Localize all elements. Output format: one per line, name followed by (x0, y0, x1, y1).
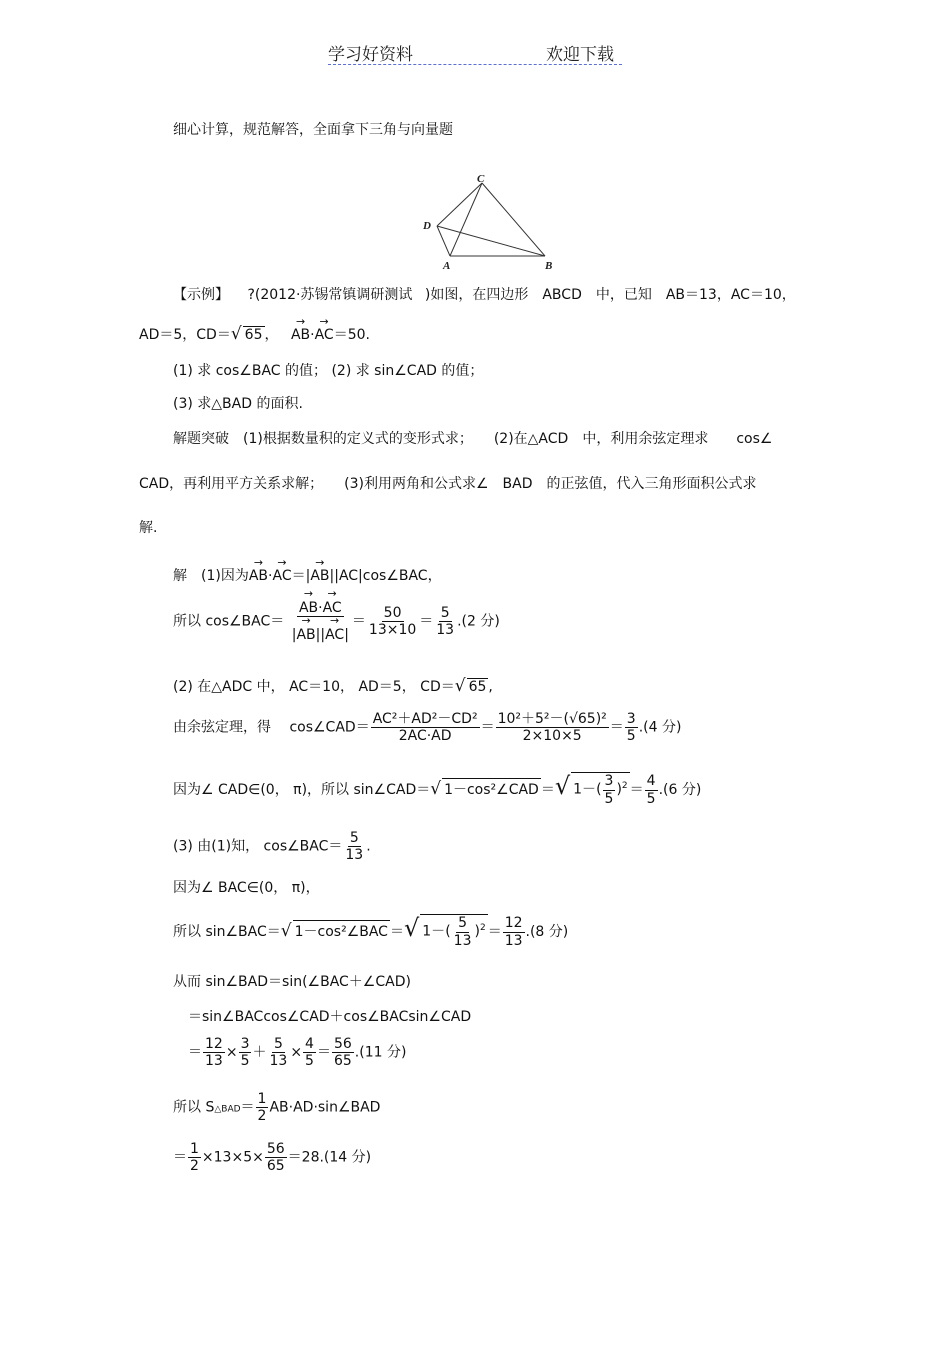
problem-line-2: AD＝5，CD＝√ 65 ， → AB·→ AC＝50. (139, 324, 370, 344)
vector-ac: → AC (315, 327, 334, 343)
point-c-label: C (477, 173, 485, 185)
solution-step-7: 因为∠ BAC∈(0， π)， (173, 880, 320, 896)
intro-text: 细心计算，规范解答，全面拿下三角与向量题 (173, 122, 453, 138)
point-a-label: A (443, 260, 451, 272)
solution-step-9: 从而 sin∠BAD＝sin(∠BAC＋∠CAD) (173, 974, 411, 990)
solution-step-6: (3) 由(1)知， cos∠BAC＝ $\frac{5}{13}$ . (173, 830, 371, 864)
question-1-2: (1) 求 cos∠BAC 的值； (2) 求 sin∠CAD 的值； (173, 363, 484, 379)
solution-step-3: (2) 在△ADC 中， AC＝10， AD＝5， CD＝√ 65 , (173, 676, 493, 696)
hint-line-2: CAD，再利用平方关系求解； (3)利用两角和公式求∠ BAD 的正弦值，代入三角形面积公式求 (139, 476, 757, 492)
solution-step-10: ＝sin∠BACcos∠CAD＋cos∠BACsin∠CAD (188, 1009, 472, 1025)
problem-source: ?(2012·苏锡常镇调研测试 (247, 287, 413, 303)
solution-step-12: 所以 S△BAD＝ $\frac{1}{2}$ AB·AD·sin∠BAD (173, 1091, 381, 1125)
hint-line-3: 解. (139, 520, 158, 536)
point-b-label: B (545, 260, 553, 272)
solution-step-4: 由余弦定理，得 cos∠CAD＝ $\frac{\text{AC²＋AD²－CD²}}{2AC\cdot AD}$ ＝ $\frac{\text{10²＋5²－(√65)²}}{2\times 10\times 5}$ ＝ $\frac{3}{5}$ .(4 分) (173, 711, 682, 745)
vector-ab: → AB (291, 327, 310, 343)
header-rule (328, 64, 622, 65)
quadrilateral-figure (415, 172, 565, 276)
solution-step-13: ＝ $\frac{1}{2}$ ×13×5× $\frac{56}{65}$ ＝28.(14 分) (173, 1141, 372, 1175)
header-right: 欢迎下载 (546, 45, 614, 65)
header-left: 学习好资料 (328, 45, 413, 65)
example-tag: 【示例】 (173, 287, 229, 303)
problem-given: )如图，在四边形 ABCD 中，已知 AB＝13，AC＝10， (424, 287, 796, 303)
hint-line-1: 解题突破 (1)根据数量积的定义式的变形式求； (2)在△ACD 中，利用余弦定理求 cos∠ (173, 431, 773, 447)
solution-step-11: ＝ $\frac{12}{13}$ × $\frac{3}{5}$ ＋ $\frac{5}{13}$ × $\frac{4}{5}$ ＝ $\frac{56}{65}$ .(11 分) (188, 1036, 407, 1070)
solution-step-2: 所以 cos∠BAC＝ → $\frac{AB\cdot\to AC}{|\to AB||\to AC|}$ ＝ $\frac{50}{13\times 10}$ ＝ $\frac{5}{13}$ .(2 分) (173, 600, 500, 643)
point-d-label: D (423, 220, 431, 232)
solution-step-5: 因为∠ CAD∈(0， π)，所以 sin∠CAD＝√ 1－cos²∠CAD ＝√ 1－( $\frac{3}{5}$ )$^2$ ＝ $\frac{4}{5}$ .(6 分) (173, 772, 702, 807)
question-3: (3) 求△BAD 的面积. (173, 396, 303, 412)
problem-line-1 (173, 284, 796, 304)
solution-step-8: 所以 sin∠BAC＝√ 1－cos²∠BAC ＝√ 1－( $\frac{5}{13}$ )$^2$ ＝ $\frac{12}{13}$ .(8 分) (173, 914, 569, 949)
solution-step-1: 解 (1)因为→ AB·→ AC＝|→ AB||AC|cos∠BAC， (173, 565, 442, 585)
